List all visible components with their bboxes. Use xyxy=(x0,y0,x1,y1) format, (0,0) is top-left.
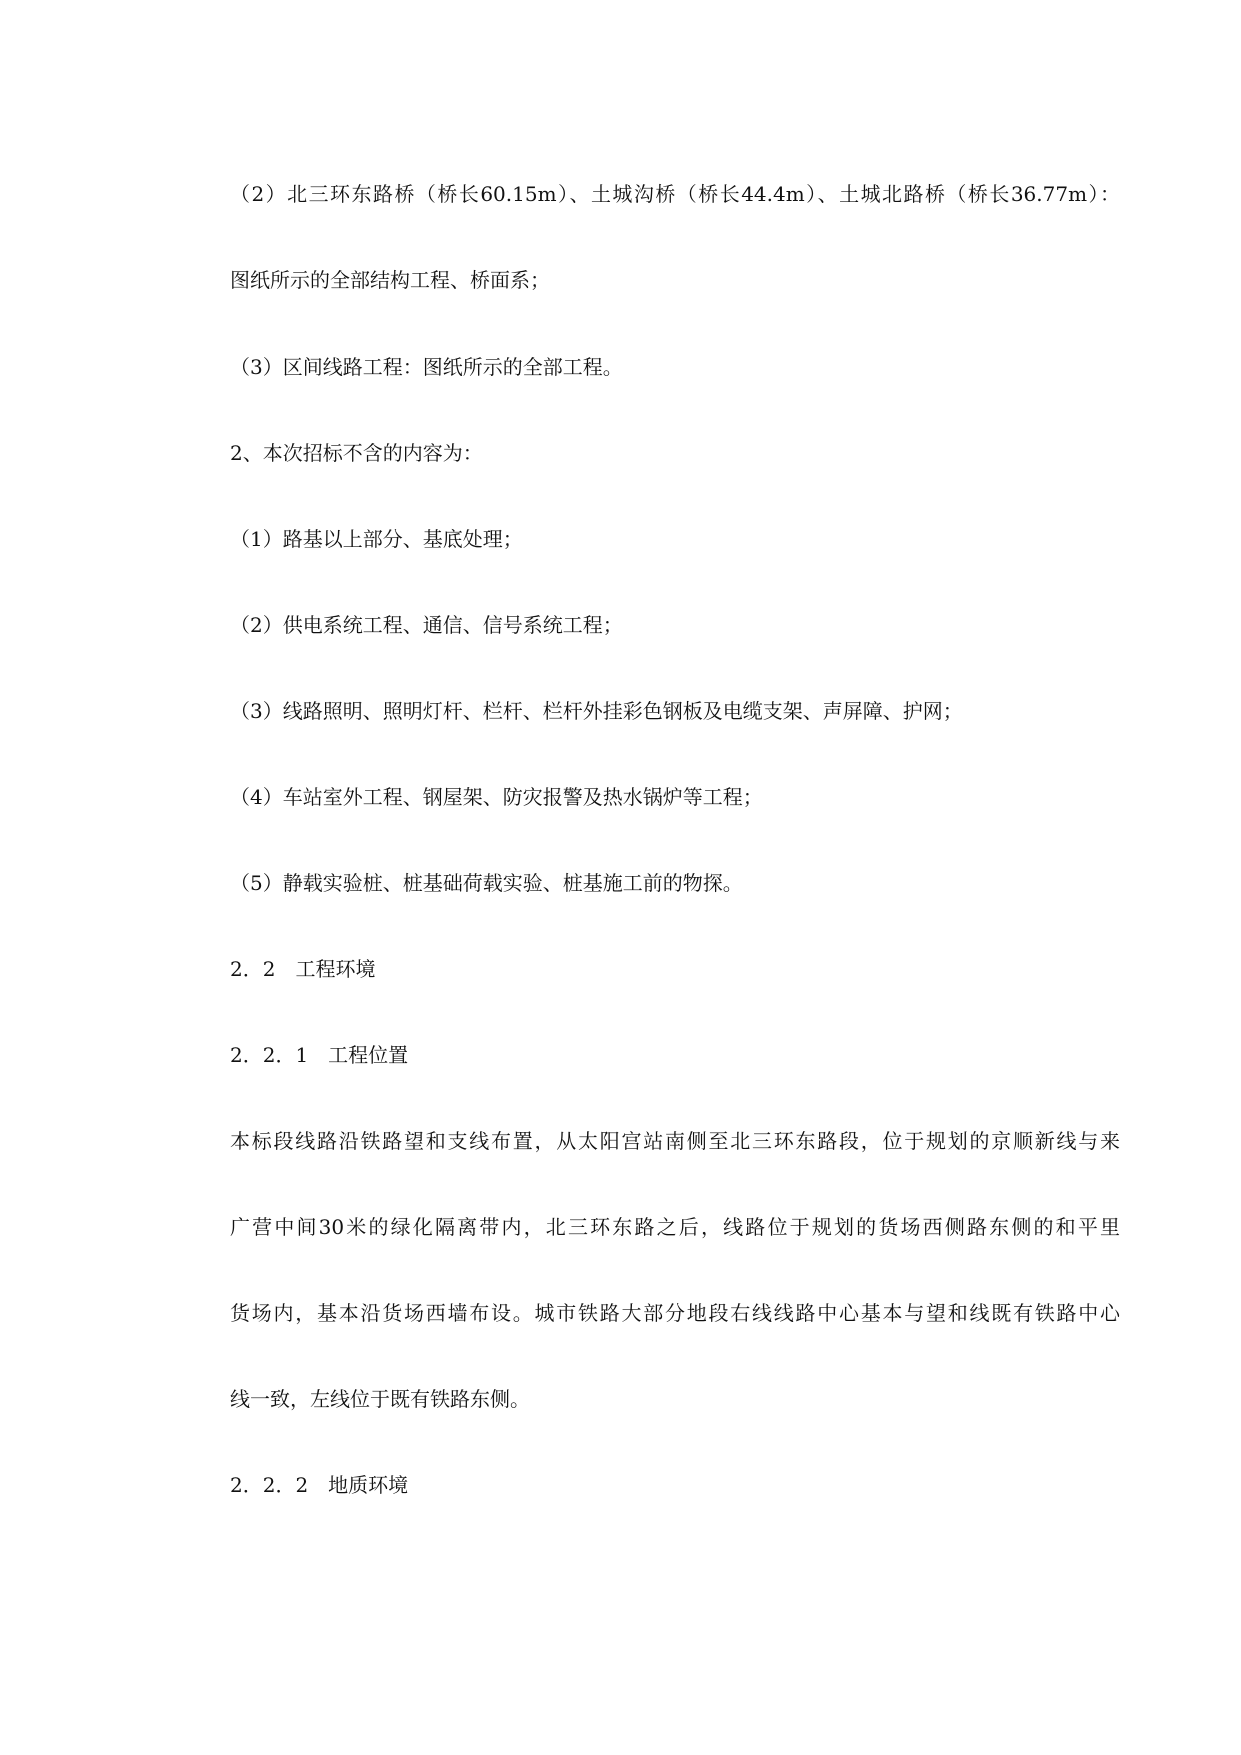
section-heading-2-2: 2．2 工程环境 xyxy=(230,957,376,981)
location-paragraph-line-3: 货场内，基本沿货场西墙布设。城市铁路大部分地段右线线路中心基本与望和线既有铁路中心 xyxy=(230,1301,1120,1325)
bridge-scope-item-2-continued: 图纸所示的全部结构工程、桥面系； xyxy=(230,268,550,292)
excluded-content-heading: 2、本次招标不含的内容为： xyxy=(230,441,483,465)
location-paragraph-line-4: 线一致，左线位于既有铁路东侧。 xyxy=(230,1387,530,1411)
location-paragraph-line-2: 广营中间30米的绿化隔离带内，北三环东路之后，线路位于规划的货场西侧路东侧的和平里 xyxy=(230,1215,1120,1239)
section-heading-2-2-2: 2．2．2 地质环境 xyxy=(230,1473,409,1497)
excluded-item-2: （2）供电系统工程、通信、信号系统工程； xyxy=(230,613,623,637)
section-heading-2-2-1: 2．2．1 工程位置 xyxy=(230,1043,409,1067)
excluded-item-1: （1）路基以上部分、基底处理； xyxy=(230,527,523,551)
excluded-item-4: （4）车站室外工程、钢屋架、防灾报警及热水锅炉等工程； xyxy=(230,785,763,809)
line-engineering-item-3: （3）区间线路工程：图纸所示的全部工程。 xyxy=(230,355,623,379)
excluded-item-5: （5）静载实验桩、桩基础荷载实验、桩基施工前的物探。 xyxy=(230,871,743,895)
location-paragraph-line-1: 本标段线路沿铁路望和支线布置，从太阳宫站南侧至北三环东路段，位于规划的京顺新线与来 xyxy=(230,1129,1120,1153)
excluded-item-3: （3）线路照明、照明灯杆、栏杆、栏杆外挂彩色钢板及电缆支架、声屏障、护网； xyxy=(230,699,963,723)
bridge-scope-item-2: （2）北三环东路桥（桥长60.15m）、土城沟桥（桥长44.4m）、土城北路桥（桥长36.77m）： xyxy=(230,182,1120,206)
